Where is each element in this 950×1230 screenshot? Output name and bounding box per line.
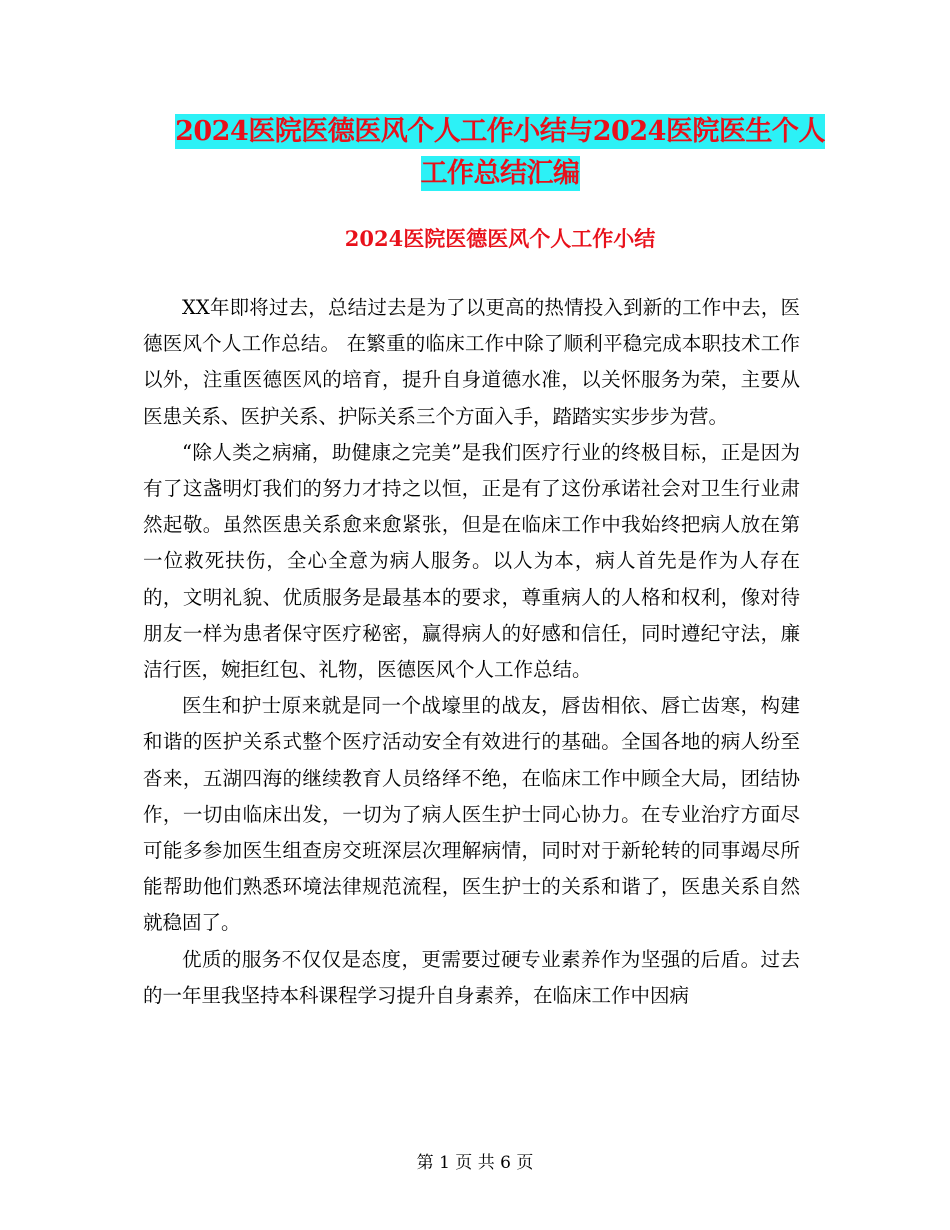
paragraph-1: XX年即将过去，总结过去是为了以更高的热情投入到新的工作中去，医德医风个人工作总结。 在繁重的临床工作中除了顺利平稳完成本职技术工作以外，注重医德医风的培育，提升自身道德水准，以关怀服务为荣，主要从医患关系、医护关系、护际关系三个方面入手，踏踏实实步步为营。: [143, 296, 800, 428]
page-footer: 第 1 页 共 6 页: [416, 1153, 534, 1173]
document-title: [130, 111, 870, 195]
paragraph-4: 优质的服务不仅仅是态度，更需要过硬专业素养作为坚强的后盾。过去的一年里我坚持本科课程学习提升自身素养，在临床工作中因病: [143, 947, 800, 1007]
paragraph-3: 医生和护士原来就是同一个战壕里的战友，唇齿相依、唇亡齿寒，构建和谐的医护关系式整个医疗活动安全有效进行的基础。全国各地的病人纷至沓来，五湖四海的继续教育人员络绎不绝，在临床工作中顾全大局，团结协作，一切由临床出发，一切为了病人医生护士同心协力。在专业治疗方面尽可能多参加医生组查房交班深层次理解病情，同时对于新轮转的同事竭尽所能帮助他们熟悉环境法律规范流程，医生护士的关系和谐了，医患关系自然就稳固了。: [143, 694, 800, 935]
title-line-1: 2024医院医德医风个人工作小结与2024医院医生个人: [175, 116, 825, 147]
title-line-2: 工作总结汇编: [420, 158, 580, 189]
body-text: [143, 290, 800, 1014]
paragraph-2: “除人类之病痛，助健康之完美”是我们医疗行业的终极目标，正是因为有了这盏明灯我们的努力才持之以恒，正是有了这份承诺社会对卫生行业肃然起敬。虽然医患关系愈来愈紧张，但是在临床工作中我始终把病人放在第一位救死扶伤，全心全意为病人服务。以人为本，病人首先是作为人存在的，文明礼貌、优质服务是最基本的要求，尊重病人的人格和权利，像对待朋友一样为患者保守医疗秘密，赢得病人的好感和信任，同时遵纪守法，廉洁行医，婉拒红包、礼物，医德医风个人工作总结。: [143, 440, 800, 682]
section-title: 2024医院医德医风个人工作小结: [344, 226, 656, 251]
